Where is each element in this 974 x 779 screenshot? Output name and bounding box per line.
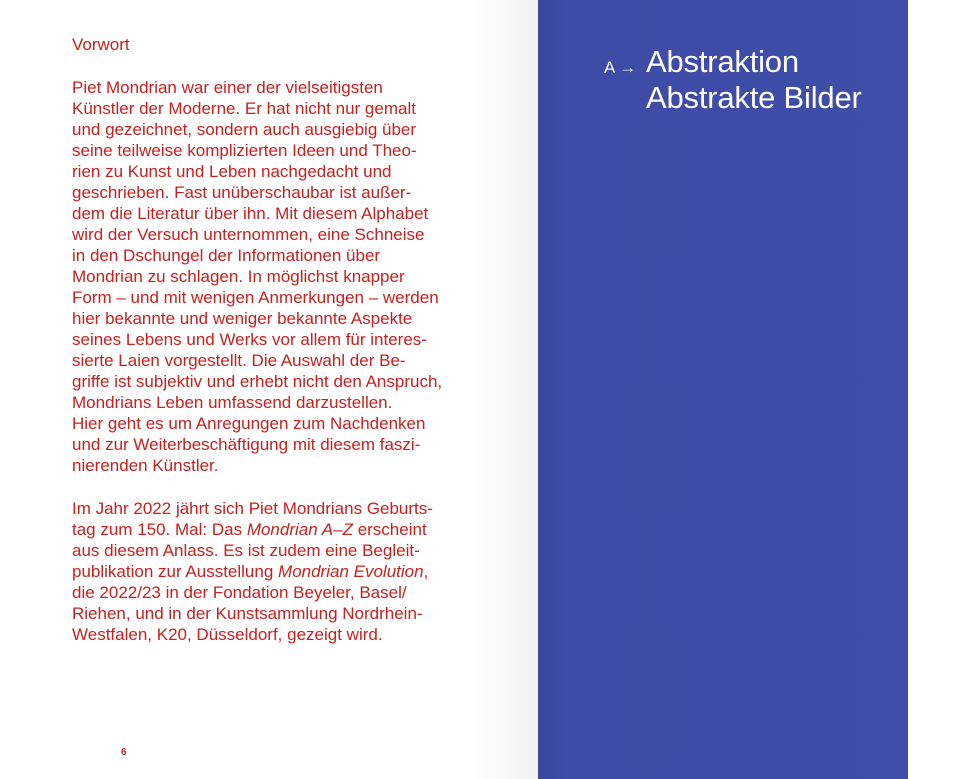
text-line: Künstler der Moderne. Er hat nicht nur gemalt <box>72 99 416 118</box>
paragraph-anniversary <box>72 498 492 645</box>
right-page-margin <box>908 0 974 779</box>
text-line: Hier geht es um Anregungen zum Nachdenken <box>72 414 426 433</box>
text-line: Riehen, und in der Kunstsammlung Nordrhein- <box>72 604 423 623</box>
text-line: sierte Laien vorgestellt. Die Auswahl der Be- <box>72 351 406 370</box>
page-number: 6 <box>121 747 127 758</box>
text-line: die 2022/23 in der Fondation Beyeler, Basel/ <box>72 583 407 602</box>
text-line: seines Lebens und Werks vor allem für interes- <box>72 330 427 349</box>
text-line: hier bekannte und weniger bekannte Aspekte <box>72 309 413 328</box>
page-heading: Vorwort <box>72 35 130 54</box>
book-title: Mondrian A–Z <box>246 520 353 539</box>
paragraph-intro <box>72 77 492 476</box>
text-line: und zur Weiterbeschäftigung mit diesem faszi- <box>72 435 421 454</box>
right-page-blue-panel <box>538 0 908 779</box>
text-segment: , <box>423 562 429 581</box>
text-line: Mondrian zu schlagen. In möglichst knapper <box>72 267 405 286</box>
text-line: griffe ist subjektiv und erhebt nicht den Anspruch, <box>72 372 443 391</box>
text-segment: tag zum 150. Mal: Das <box>72 520 247 539</box>
text-line: Mondrians Leben umfassend darzustellen. <box>72 393 393 412</box>
entry-titles <box>646 44 862 116</box>
text-segment: publikation zur Ausstellung <box>72 562 279 581</box>
text-line: dem die Literatur über ihn. Mit diesem Alphabet <box>72 204 429 223</box>
text-segment: erscheint <box>352 520 427 539</box>
text-line: in den Dschungel der Informationen über <box>72 246 381 265</box>
text-line: aus diesem Anlass. Es ist zudem eine Begleit- <box>72 541 420 560</box>
text-line: Piet Mondrian war einer der vielseitigsten <box>72 78 383 97</box>
text-line: rien zu Kunst und Leben nachgedacht und <box>72 162 392 181</box>
exhibition-title: Mondrian Evolution <box>278 562 424 581</box>
text-line: und gezeichnet, sondern auch ausgiebig über <box>72 120 417 139</box>
entry-title-secondary: Abstrakte Bilder <box>646 80 862 115</box>
text-line <box>72 561 492 582</box>
text-line: Westfalen, K20, Düsseldorf, gezeigt wird. <box>72 625 383 644</box>
text-line <box>72 519 492 540</box>
entry-title-primary: Abstraktion <box>646 44 799 79</box>
entry-letter: A → <box>604 58 637 77</box>
text-line: nierenden Künstler. <box>72 456 219 475</box>
text-line: geschrieben. Fast unüberschaubar ist außer- <box>72 183 412 202</box>
text-line: seine teilweise komplizierten Ideen und Theo- <box>72 141 417 160</box>
text-line: Im Jahr 2022 jährt sich Piet Mondrians Geburts- <box>72 499 433 518</box>
text-line: wird der Versuch unternommen, eine Schneise <box>72 225 425 244</box>
text-line: Form – und mit wenigen Anmerkungen – werden <box>72 288 439 307</box>
